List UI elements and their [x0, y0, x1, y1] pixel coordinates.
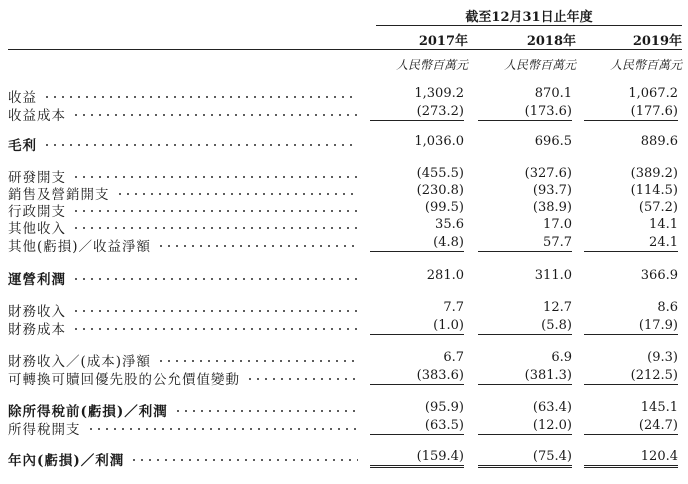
table-row	[0, 400, 688, 418]
row-value-2019: (177.6)	[584, 104, 678, 121]
table-row	[0, 104, 688, 122]
row-value-2019: 366.9	[640, 268, 678, 283]
row-label: 行政開支	[8, 204, 66, 220]
row-label: 財務收入／(成本)淨額	[8, 354, 152, 370]
row-value-2019: 1,067.2	[628, 86, 678, 101]
row-value-2017: (273.2)	[370, 104, 464, 121]
table-row	[0, 200, 688, 218]
row-value-2017: 1,036.0	[414, 134, 464, 149]
row-label: 除所得稅前(虧損)／利潤	[8, 404, 168, 420]
row-label: 銷售及營銷開支	[8, 187, 110, 203]
row-value-2018: 17.0	[543, 217, 572, 232]
table-row	[0, 134, 688, 152]
year-header-2018: 2018年	[526, 34, 576, 49]
row-value-2017: (383.6)	[370, 368, 464, 385]
row-value-2018: 12.7	[543, 300, 572, 315]
row-label: 財務收入	[8, 304, 66, 320]
table-row	[0, 235, 688, 253]
row-label: 所得稅開支	[8, 422, 81, 438]
dot-leader	[246, 375, 358, 383]
dot-leader	[72, 207, 358, 215]
dot-leader	[72, 224, 358, 232]
dot-leader	[43, 141, 358, 149]
row-value-2017: (455.5)	[416, 166, 464, 181]
year-header-2019: 2019年	[632, 34, 682, 49]
row-value-2019: (389.2)	[630, 166, 678, 181]
row-value-2018: (75.4)	[478, 449, 572, 468]
dot-leader	[157, 357, 358, 365]
table-row	[0, 166, 688, 184]
unit-label-2019: 人民幣百萬元	[609, 58, 682, 72]
row-value-2017: 6.7	[443, 350, 464, 365]
dot-leader	[72, 111, 358, 119]
table-row	[0, 350, 688, 368]
row-value-2018: (38.9)	[532, 200, 572, 215]
header-rule	[376, 25, 682, 26]
dot-leader	[116, 190, 358, 198]
table-row	[0, 449, 688, 467]
unit-label-2018: 人民幣百萬元	[503, 58, 576, 72]
row-value-2018: (12.0)	[478, 418, 572, 435]
table-row	[0, 183, 688, 201]
row-value-2017: 35.6	[435, 217, 464, 232]
row-value-2019: 889.6	[640, 134, 678, 149]
row-value-2018: 311.0	[534, 268, 572, 283]
row-value-2019: 145.1	[640, 400, 678, 415]
column-header-rule	[8, 49, 682, 50]
row-value-2019: 24.1	[584, 235, 678, 252]
row-value-2017: (95.9)	[424, 400, 464, 415]
table-row	[0, 217, 688, 235]
row-label: 財務成本	[8, 322, 66, 338]
row-value-2017: (1.0)	[370, 318, 464, 335]
row-value-2018: 6.9	[551, 350, 572, 365]
row-value-2017: 7.7	[443, 300, 464, 315]
row-label: 運營利潤	[8, 272, 66, 288]
year-header-2017: 2017年	[418, 34, 468, 49]
table-row	[0, 318, 688, 336]
row-value-2017: (159.4)	[370, 449, 464, 468]
unit-label-2017: 人民幣百萬元	[395, 58, 468, 72]
row-value-2018: (327.6)	[524, 166, 572, 181]
dot-leader	[72, 275, 358, 283]
period-header: 截至12月31日止年度	[465, 10, 593, 25]
row-value-2019: (114.5)	[630, 183, 678, 198]
table-row	[0, 418, 688, 436]
dot-leader	[72, 307, 358, 315]
dot-leader	[72, 173, 358, 181]
row-value-2019: 14.1	[649, 217, 678, 232]
dot-leader	[157, 242, 358, 250]
dot-leader	[72, 325, 358, 333]
row-value-2019: (17.9)	[584, 318, 678, 335]
row-label: 可轉換可贖回優先股的公允價值變動	[8, 372, 240, 388]
row-value-2019: 120.4	[584, 449, 678, 468]
row-value-2017: 281.0	[426, 268, 464, 283]
row-value-2018: (173.6)	[478, 104, 572, 121]
row-value-2018: 870.1	[534, 86, 572, 101]
row-value-2019: 8.6	[657, 300, 678, 315]
dot-leader	[174, 407, 358, 415]
row-label: 研發開支	[8, 170, 66, 186]
dot-leader	[43, 93, 358, 101]
table-row	[0, 368, 688, 386]
row-value-2019: (24.7)	[584, 418, 678, 435]
row-label: 其他(虧損)／收益淨額	[8, 239, 152, 255]
row-value-2017: (230.8)	[416, 183, 464, 198]
row-label: 收益	[8, 90, 37, 106]
row-value-2017: (63.5)	[370, 418, 464, 435]
row-value-2019: (212.5)	[584, 368, 678, 385]
row-value-2018: (63.4)	[532, 400, 572, 415]
row-value-2018: 57.7	[478, 235, 572, 252]
dot-leader	[130, 456, 358, 464]
row-value-2018: (93.7)	[532, 183, 572, 198]
row-value-2018: (5.8)	[478, 318, 572, 335]
row-label: 其他收入	[8, 221, 66, 237]
row-value-2017: (99.5)	[424, 200, 464, 215]
row-value-2018: 696.5	[534, 134, 572, 149]
dot-leader	[87, 425, 358, 433]
row-label: 年內(虧損)／利潤	[8, 453, 125, 469]
row-value-2018: (381.3)	[478, 368, 572, 385]
row-value-2019: (57.2)	[638, 200, 678, 215]
table-row	[0, 268, 688, 286]
table-row	[0, 86, 688, 104]
row-value-2019: (9.3)	[647, 350, 678, 365]
row-value-2017: 1,309.2	[414, 86, 464, 101]
row-label: 毛利	[8, 138, 37, 154]
table-row	[0, 300, 688, 318]
row-value-2017: (4.8)	[370, 235, 464, 252]
row-label: 收益成本	[8, 108, 66, 124]
